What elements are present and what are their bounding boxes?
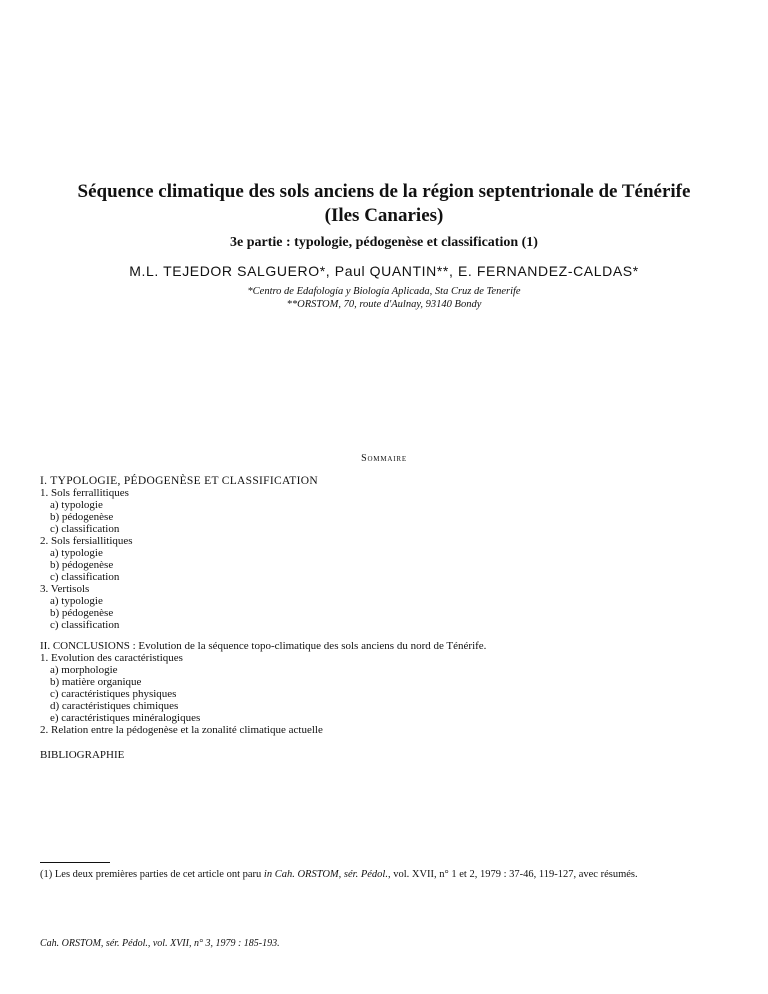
footnote-text-after: , vol. XVII, n° 1 et 2, 1979 : 37-46, 119-127, avec résumés.: [387, 869, 638, 880]
toc-item: 2. Sols fersiallitiques: [40, 535, 133, 547]
toc-subitem: b) matière organique: [50, 676, 142, 688]
toc-subitem: e) caractéristiques minéralogiques: [50, 712, 201, 724]
toc-subitem: c) caractéristiques physiques: [50, 688, 177, 700]
affiliation-2: **ORSTOM, 70, route d'Aulnay, 93140 Bondy: [286, 299, 482, 310]
toc-subitem: b) pédogenèse: [50, 607, 114, 619]
footnote-rule: [40, 862, 110, 863]
toc-subitem: b) pédogenèse: [50, 511, 114, 523]
section-1-title: I. TYPOLOGIE, PÉDOGENÈSE ET CLASSIFICATION: [40, 475, 318, 487]
section-2-title: II. CONCLUSIONS : Evolution de la séquence topo-climatique des sols anciens du nord de Ténérife.: [40, 640, 487, 652]
author-list: M.L. TEJEDOR SALGUERO*, Paul QUANTIN**, E. FERNANDEZ-CALDAS*: [129, 263, 639, 279]
toc-subitem: d) caractéristiques chimiques: [50, 700, 179, 712]
paper-subtitle: 3e partie : typologie, pédogenèse et classification (1): [230, 235, 538, 250]
journal-citation: Cah. ORSTOM, sér. Pédol., vol. XVII, n° 3, 1979 : 185-193.: [40, 938, 280, 949]
sommaire-heading: Sommaire: [361, 453, 407, 464]
toc-subitem: a) morphologie: [50, 664, 118, 676]
footnote: [40, 868, 720, 881]
footnote-journal: in Cah. ORSTOM, sér. Pédol.: [263, 869, 388, 880]
toc-subitem: a) typologie: [50, 595, 103, 607]
title-line-1: Séquence climatique des sols anciens de la région septentrionale de Ténérife: [77, 181, 691, 202]
toc-subitem: c) classification: [50, 523, 120, 535]
paper-title: [30, 180, 738, 228]
toc-subitem: b) pédogenèse: [50, 559, 114, 571]
toc-item: 1. Sols ferrallitiques: [40, 487, 129, 499]
table-of-contents: [40, 475, 740, 761]
affiliations: [0, 285, 768, 311]
toc-subitem: c) classification: [50, 619, 120, 631]
toc-item: 3. Vertisols: [40, 583, 90, 595]
footnote-text-before: Les deux premières parties de cet article ont paru: [54, 869, 262, 880]
toc-subitem: c) classification: [50, 571, 120, 583]
toc-subitem: a) typologie: [50, 499, 103, 511]
toc-item: 2. Relation entre la pédogenèse et la zonalité climatique actuelle: [40, 724, 323, 736]
title-line-2: (Iles Canaries): [324, 205, 444, 226]
toc-item: 1. Evolution des caractéristiques: [40, 652, 183, 664]
affiliation-1: *Centro de Edafología y Biología Aplicada, Sta Cruz de Tenerife: [247, 286, 521, 297]
bibliography-heading: BIBLIOGRAPHIE: [40, 749, 125, 761]
footnote-marker: (1): [40, 869, 53, 880]
toc-subitem: a) typologie: [50, 547, 103, 559]
